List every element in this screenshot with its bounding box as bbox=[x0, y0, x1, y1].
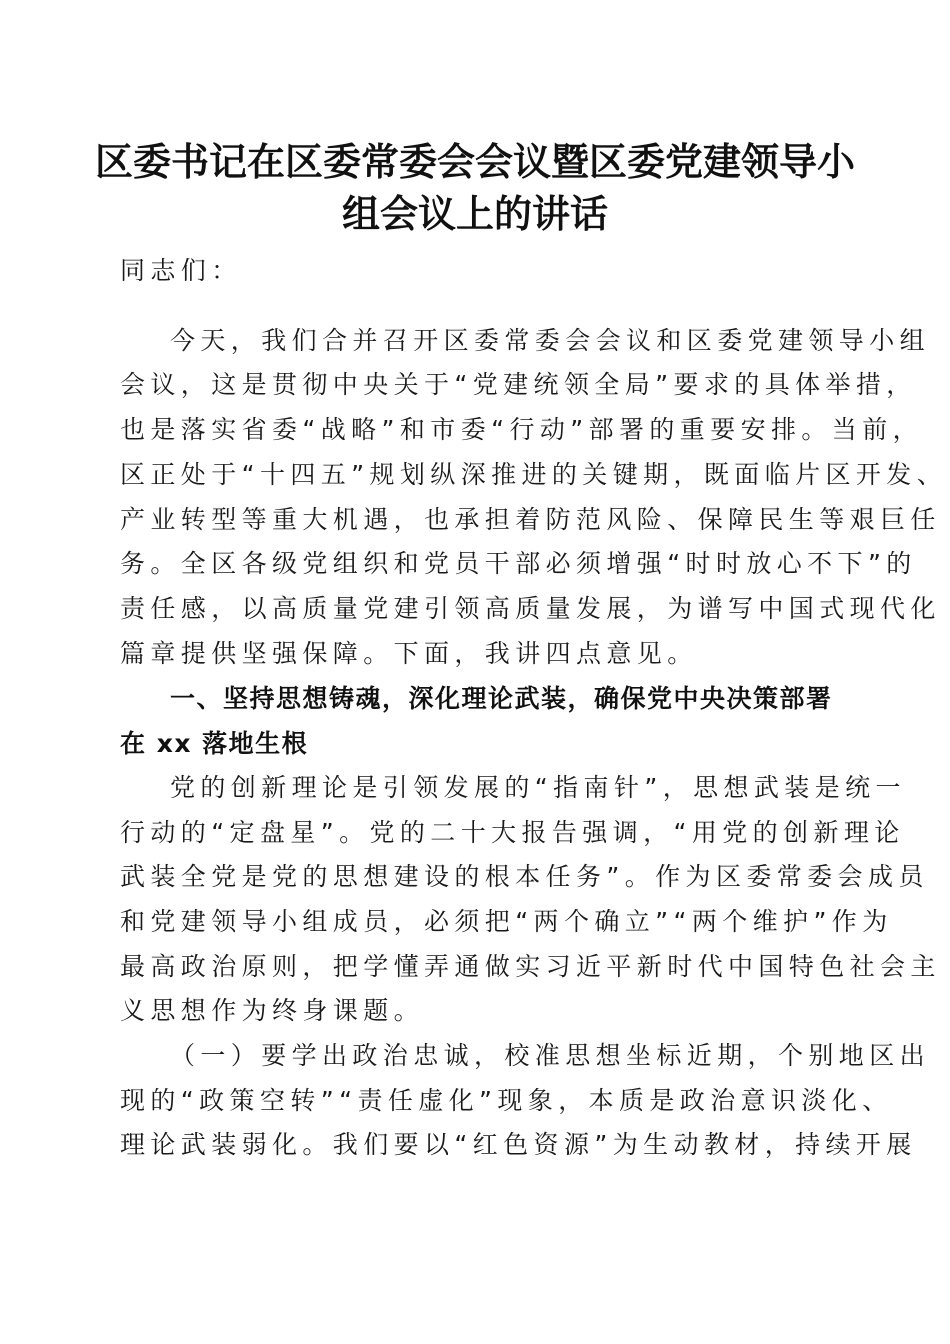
paragraph-line: 最高政治原则，把学懂弄通做实习近平新时代中国特色社会主 bbox=[120, 952, 941, 981]
document-title bbox=[95, 136, 855, 240]
paragraph-line: 篇章提供坚强保障。下面，我讲四点意见。 bbox=[120, 639, 698, 668]
paragraph-line: 会议，这是贯彻中央关于“党建统领全局”要求的具体举措， bbox=[120, 370, 917, 399]
paragraph-line: 也是落实省委“战略”和市委“行动”部署的重要安排。当前， bbox=[120, 415, 924, 444]
paragraph-line: 行动的“定盘星”。党的二十大报告强调，“用党的创新理论 bbox=[120, 818, 905, 847]
title-line: 组会议上的讲话 bbox=[341, 191, 608, 236]
paragraph-line: （一）要学出政治忠诚，校准思想坐标近期，个别地区出 bbox=[170, 1041, 931, 1070]
paragraph-line: 义思想作为终身课题。 bbox=[120, 996, 425, 1025]
paragraph-line: 和党建领导小组成员，必须把“两个确立”“两个维护”作为 bbox=[120, 907, 893, 936]
section-heading: 在 xx 落地生根 bbox=[120, 729, 309, 758]
paragraph-line: 党的创新理论是引领发展的“指南针”，思想武装是统一 bbox=[170, 773, 906, 802]
paragraph-line: 武装全党是党的思想建设的根本任务”。作为区委常委会成员 bbox=[120, 862, 929, 891]
salutation: 同志们： bbox=[120, 256, 242, 285]
paragraph-line: 责任感，以高质量党建引领高质量发展，为谱写中国式现代化 bbox=[120, 594, 941, 623]
paragraph-line: 现的“政策空转”“责任虚化”现象，本质是政治意识淡化、 bbox=[120, 1086, 893, 1115]
paragraph-line: 务。全区各级党组织和党员干部必须增强“时时放心不下”的 bbox=[120, 549, 917, 578]
paragraph-line: 今天，我们合并召开区委常委会会议和区委党建领导小组 bbox=[170, 326, 931, 355]
section-heading: 一、坚持思想铸魂，深化理论武装，确保党中央决策部署 bbox=[170, 684, 833, 713]
paragraph-line: 产业转型等重大机遇，也承担着防范风险、保障民生等艰巨任 bbox=[120, 505, 941, 534]
title-line: 区委书记在区委常委会会议暨区委党建领导小 bbox=[95, 139, 856, 184]
paragraph-line: 理论武装弱化。我们要以“红色资源”为生动教材，持续开展 bbox=[120, 1130, 917, 1159]
paragraph-line: 区正处于“十四五”规划纵深推进的关键期，既面临片区开发、 bbox=[120, 460, 948, 489]
